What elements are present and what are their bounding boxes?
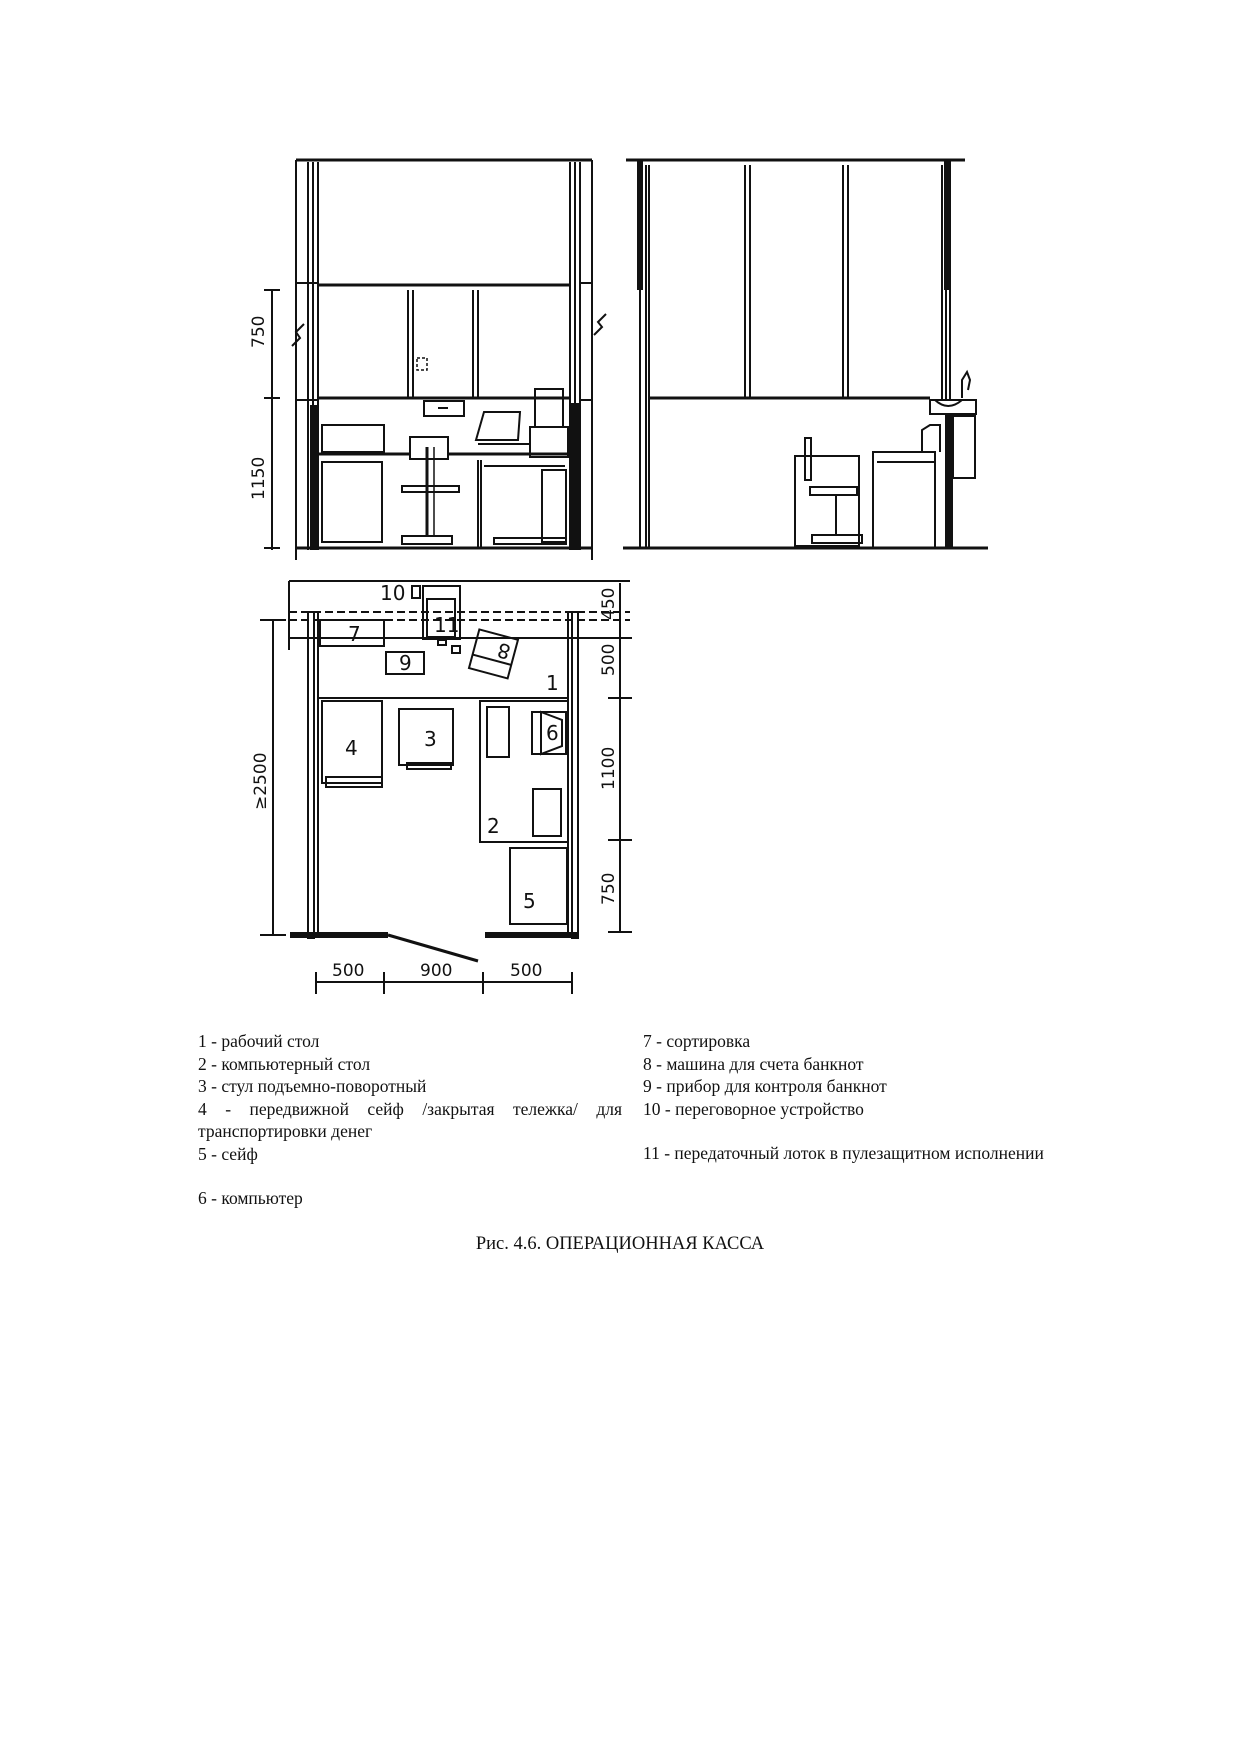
plan-label-8: 8	[494, 637, 514, 665]
dim-750-right: 750	[599, 872, 619, 905]
dim-500-right: 500	[599, 643, 619, 676]
legend-item-3: 3 - стул подъемно-поворотный	[198, 1076, 427, 1096]
legend-left	[198, 1030, 622, 1210]
plan-label-2: 2	[487, 814, 500, 838]
plan-label-4: 4	[345, 736, 358, 760]
legend-item-2: 2 - компьютерный стол	[198, 1053, 371, 1074]
legend-item-11: 11 - передаточный лоток в пулезащитном исполнении	[643, 1143, 1044, 1163]
dim-1150-front: 1150	[249, 456, 269, 500]
front-elevation	[264, 160, 606, 560]
legend-right	[643, 1030, 1065, 1165]
plan-label-7: 7	[348, 622, 361, 646]
dim-1100: 1100	[599, 746, 619, 790]
dim-450: 450	[599, 587, 619, 620]
figure-caption: Рис. 4.6. ОПЕРАЦИОННАЯ КАССА	[475, 1234, 765, 1254]
legend-item-5: 5 - сейф	[198, 1143, 258, 1164]
plan-label-11: 11	[434, 613, 460, 637]
legend-item-6: 6 - компьютер	[198, 1188, 303, 1208]
dim-min-2500: ≥2500	[251, 752, 271, 810]
legend-item-8: 8 - машина для счета банкнот	[643, 1053, 864, 1074]
plan-label-9: 9	[399, 651, 412, 675]
legend-item-10: 10 - переговорное устройство	[643, 1098, 864, 1119]
legend-item-7: 7 - сортировка	[643, 1031, 751, 1051]
plan-label-5: 5	[523, 889, 536, 913]
dim-500-left-bottom: 500	[332, 961, 365, 981]
plan-label-3: 3	[424, 727, 437, 751]
plan-label-6: 6	[546, 721, 559, 745]
legend-item-4: 4 - передвижной сейф /закрытая тележка/ для транспортировки денег	[198, 1098, 622, 1141]
dim-500-right-bottom: 500	[510, 961, 543, 981]
plan-label-10: 10	[380, 581, 406, 605]
legend-item-1: 1 - рабочий стол	[198, 1031, 320, 1051]
dim-750-front: 750	[249, 315, 269, 348]
legend-item-9: 9 - прибор для контроля банкнот	[643, 1076, 887, 1096]
dim-900: 900	[420, 961, 453, 981]
side-elevation	[623, 160, 988, 548]
plan-view	[260, 581, 632, 994]
plan-label-1: 1	[546, 671, 559, 695]
